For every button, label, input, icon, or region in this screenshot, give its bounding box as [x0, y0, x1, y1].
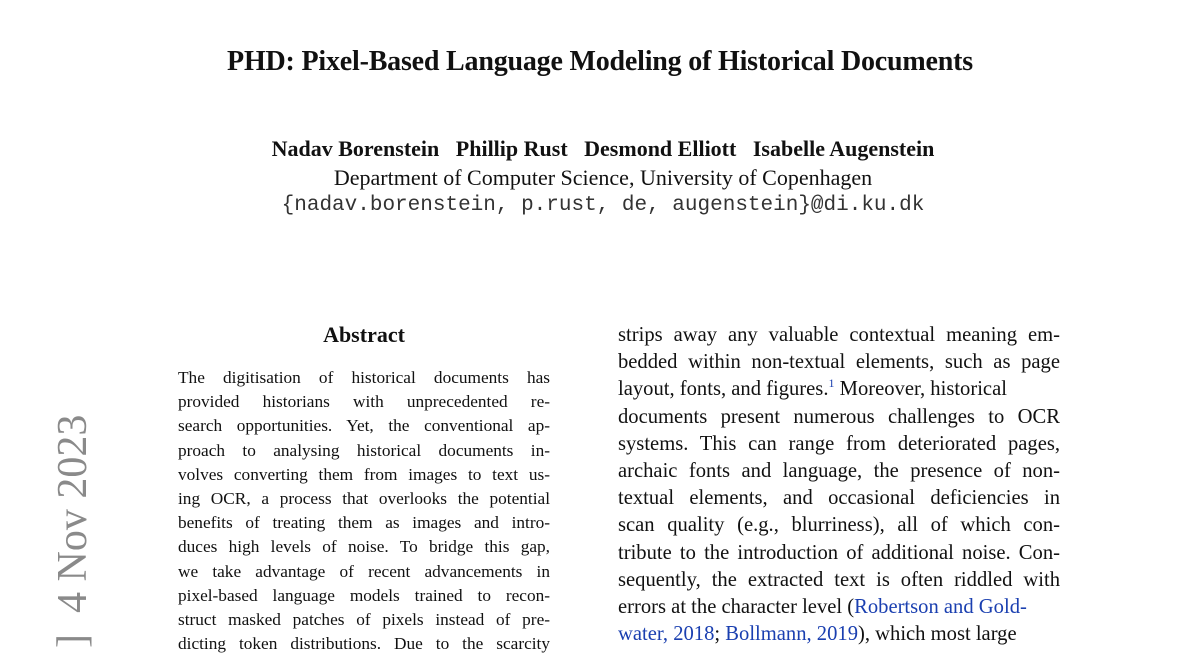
abstract-line: struct masked patches of pixels instead of pre-: [178, 609, 550, 629]
abstract-line: dicting token distributions. Due to the scarcity: [178, 634, 550, 654]
body-line: documents present numerous challenges to OCR: [618, 405, 1060, 428]
abstract-line: duces high levels of noise. To bridge this gap,: [178, 537, 550, 557]
author-name: Isabelle Augenstein: [752, 136, 935, 161]
author-list: [0, 136, 1200, 162]
citation-link[interactable]: Bollmann, 2019: [725, 623, 858, 646]
author-name: Nadav Borenstein: [271, 136, 440, 161]
citation-link[interactable]: Robertson and Gold-: [854, 595, 1027, 618]
citation-link[interactable]: water, 2018: [618, 623, 715, 646]
arxiv-sidebar-stamp: ] 4 Nov 2023: [50, 414, 96, 648]
author-name: Phillip Rust: [455, 136, 568, 161]
body-line: [618, 621, 1060, 648]
body-line: sequently, the extracted text is often riddled with: [618, 568, 1060, 591]
abstract-line: provided historians with unprecedented re-: [178, 392, 550, 412]
abstract-line: ing OCR, a process that overlooks the potential: [178, 488, 550, 508]
footnote-marker[interactable]: 1: [828, 376, 835, 391]
body-text: layout, fonts, and figures.: [618, 378, 829, 401]
body-text: errors at the character level (: [618, 595, 855, 618]
body-text: Moreover, historical: [834, 378, 1007, 401]
abstract-body: [178, 366, 550, 656]
abstract-line: benefits of treating them as images and intro-: [178, 513, 550, 533]
body-line: [618, 376, 1060, 403]
paper-title: PHD: Pixel-Based Language Modeling of Historical Documents: [227, 46, 973, 77]
body-text: ), which most large: [858, 623, 1017, 646]
body-line: textual elements, and occasional deficiencies in: [618, 487, 1060, 510]
author-name: Desmond Elliott: [584, 136, 737, 161]
abstract-line: volves converting them from images to text us-: [178, 464, 550, 484]
body-line: [618, 594, 1060, 621]
abstract-line: proach to analysing historical documents in-: [178, 440, 550, 460]
body-line: bedded within non-textual elements, such as page: [618, 351, 1060, 374]
body-line: systems. This can range from deteriorated pages,: [618, 432, 1060, 455]
citation-separator: ;: [714, 623, 726, 646]
body-line: strips away any valuable contextual meaning em-: [618, 324, 1060, 346]
abstract-heading: Abstract: [323, 322, 405, 347]
abstract-line: we take advantage of recent advancements in: [178, 561, 550, 581]
body-text-column: [618, 322, 1060, 648]
abstract-line: pixel-based language models trained to recon-: [178, 585, 550, 605]
affiliation: Department of Computer Science, University of Copenhagen: [333, 165, 873, 190]
body-line: archaic fonts and language, the presence of non-: [618, 459, 1060, 482]
author-emails: {nadav.borenstein, p.rust, de, augenstein}@di.ku.dk: [281, 194, 925, 217]
abstract-line: The digitisation of historical documents has: [178, 368, 550, 387]
body-line: tribute to the introduction of additional noise. Con-: [618, 541, 1060, 564]
abstract-line: search opportunities. Yet, the conventional ap-: [178, 416, 550, 436]
body-line: scan quality (e.g., blurriness), all of which con-: [618, 514, 1060, 537]
